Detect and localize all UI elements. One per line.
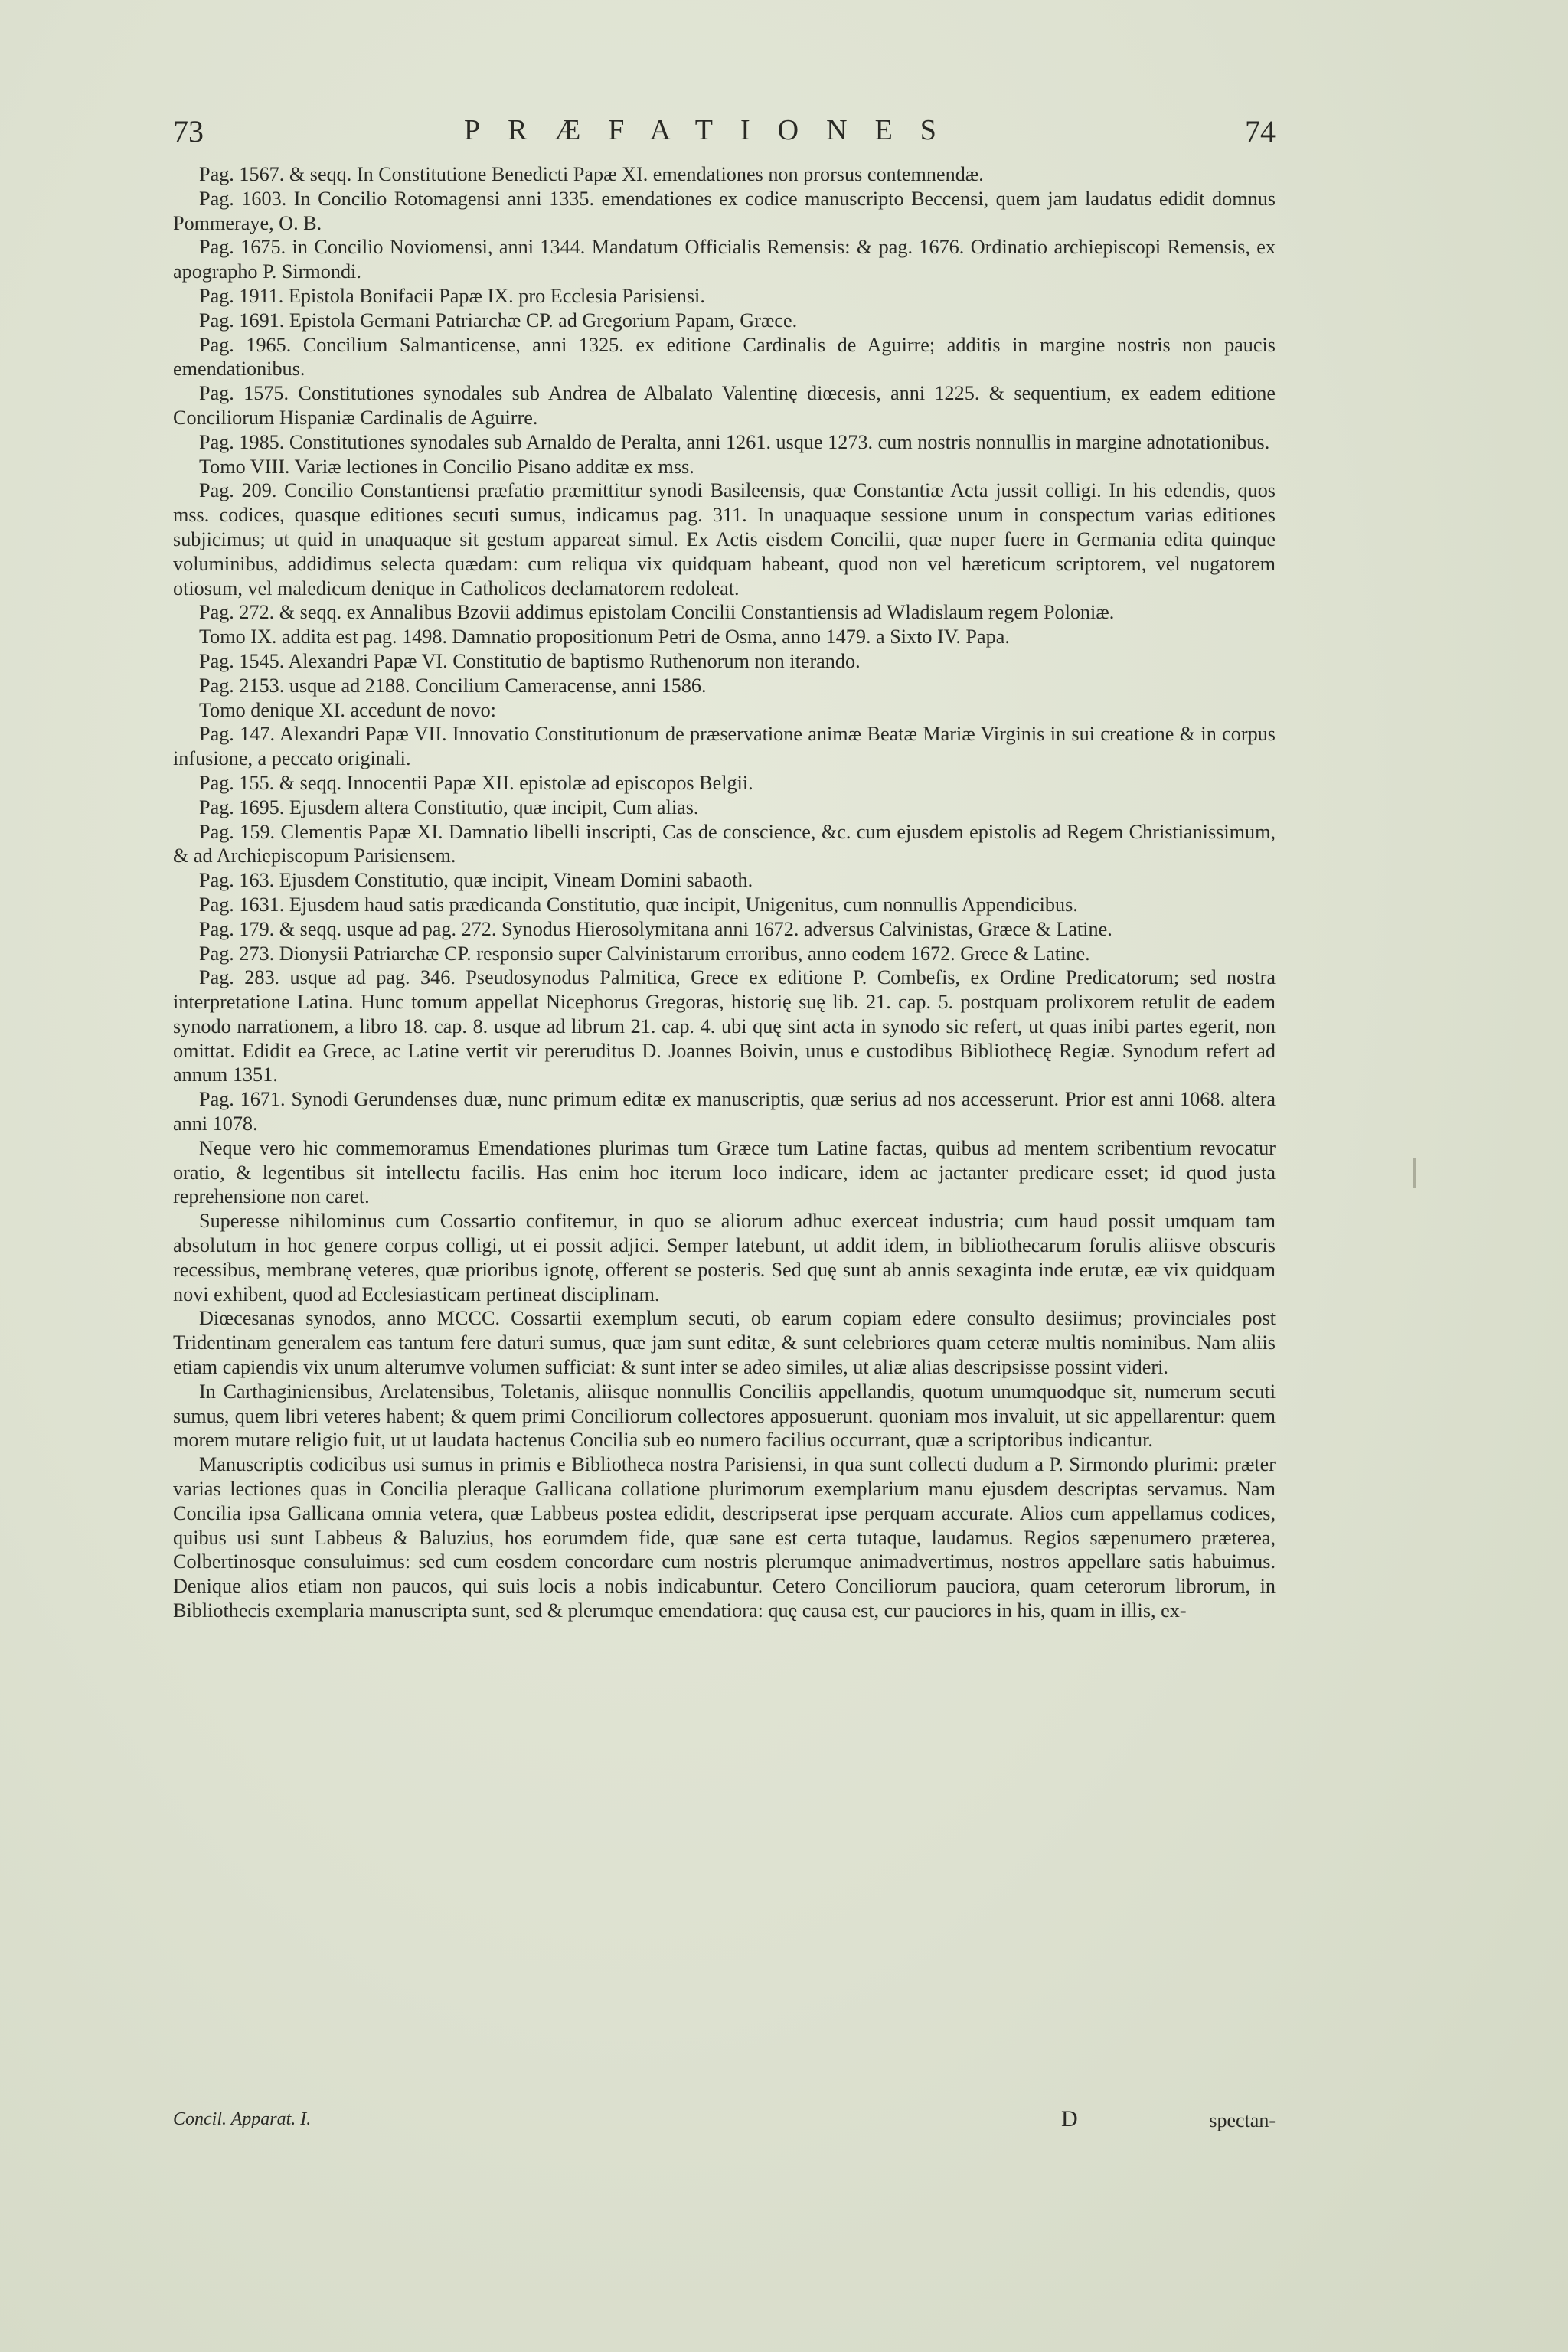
entry: Pag. 1965. Concilium Salmanticense, anni 1325. ex editione Cardinalis de Aguirre; additis in margine nostris non paucis emendationibus.: [173, 333, 1276, 381]
entry: Pag. 147. Alexandri Papæ VII. Innovatio Constitutionum de præservatione animæ Beatæ Mariæ Virginis in sui creatione & in corpus infusione, a peccato originali.: [173, 723, 1276, 770]
page-number-right: 74: [1245, 114, 1276, 149]
paragraph: In Carthaginiensibus, Arelatensibus, Toletanis, aliisque nonnullis Conciliis appellandis, quotum unumquodque sit, numerum secuti sumus, quem libri veteres habent; & quem primi Conciliorum collectores apposuerunt. quoniam mos invaluit, ut sic appellarentur: quem morem mutare religio fuit, ut ut laudata hactenus Concilia sub eo numero facilius occurrant, quæ a scriptoribus indicantur.: [173, 1380, 1276, 1452]
entry: Pag. 1603. In Concilio Rotomagensi anni 1335. emendationes ex codice manuscripto Beccensi, quem jam laudatus edidit domnus Pommeraye, O. B.: [173, 187, 1276, 234]
running-title: PRÆFATIONES: [464, 114, 964, 146]
entry: Pag. 1671. Synodi Gerundenses duæ, nunc primum editæ ex manuscriptis, quæ serius ad nos accesserunt. Prior est anni 1068. altera anni 1078.: [173, 1088, 1276, 1135]
margin-mark: [1413, 1158, 1434, 1188]
entry: Pag. 1575. Constitutiones synodales sub Andrea de Albalato Valentinę diœcesis, anni 1225. & sequentium, ex eadem editione Conciliorum Hispaniæ Cardinalis de Aguirre.: [173, 382, 1276, 429]
entry: Tomo IX. addita est pag. 1498. Damnatio propositionum Petri de Osma, anno 1479. a Sixto IV. Papa.: [199, 626, 1010, 648]
entry: Pag. 273. Dionysii Patriarchæ CP. responsio super Calvinistarum erroribus, anno eodem 1672. Grece & Latine.: [199, 942, 1090, 965]
entry: Pag. 1691. Epistola Germani Patriarchæ CP. ad Gregorium Papam, Græce.: [199, 309, 798, 332]
catchword: spectan-: [1209, 2109, 1276, 2132]
entry: Tomo VIII. Variæ lectiones in Concilio Pisano additæ ex mss.: [199, 455, 694, 478]
entry: Tomo denique XI. accedunt de novo:: [199, 698, 496, 721]
entry: Pag. 179. & seqq. usque ad pag. 272. Synodus Hierosolymitana anni 1672. adversus Calvinistas, Græce & Latine.: [199, 917, 1112, 940]
entry: Pag. 1911. Epistola Bonifacii Papæ IX. pro Ecclesia Parisiensi.: [199, 284, 705, 307]
entry: Pag. 272. & seqq. ex Annalibus Bzovii addimus epistolam Concilii Constantiensis ad Wladislaum regem Poloniæ.: [199, 601, 1115, 624]
signature-line: Concil. Apparat. I.: [173, 2109, 312, 2129]
entry: Pag. 2153. usque ad 2188. Concilium Cameracense, anni 1586.: [199, 674, 707, 697]
paragraph: Manuscriptis codicibus usi sumus in primis e Bibliotheca nostra Parisiensi, in qua sunt collecti dudum a P. Sirmondo plurimi: præter varias lectiones quas in Concilia pleraque Gallicana collatione plurimorum exemplarium manu ejusdem descriptas servamus. Nam Concilia ipsa Gallicana omnia vetera, quæ Labbeus postea edidit, descripserat ipse perquam accurate. Alios cum appellamus codices, quibus usi sunt Labbeus & Baluzius, hos eorumdem fide, quæ sane est certa tutaque, laudamus. Regios sæpenumero præterea, Colbertinosque consuluimus: sed cum eosdem concordare cum nostris plerumque animadvertimus, nostros appellare satis habuimus. Denique alios etiam non paucos, qui suis locis a nobis indicabuntur. Cetero Conciliorum pauciora, quam ceterorum librorum, in Bibliothecis exemplaria manuscripta sunt, sed & plerumque emendatiora: quę causa est, cur pauciores in his, quam in illis, ex-: [173, 1453, 1276, 1622]
body-text: [173, 162, 1276, 1623]
entry: Pag. 1567. & seqq. In Constitutione Benedicti Papæ XI. emendationes non prorsus contemnendæ.: [199, 163, 984, 185]
entry: Pag. 1631. Ejusdem haud satis prædicanda Constitutio, quæ incipit, Unigenitus, cum nonnullis Appendicibus.: [199, 893, 1078, 916]
page-header: [173, 113, 1276, 159]
paragraph: Neque vero hic commemoramus Emendationes plurimas tum Græce tum Latine factas, quibus ad mentem scribentium revocatur oratio, & legentibus sit intellectu facilis. Has enim hoc iterum loco indicare, idem ac jactanter predicare esset; id quod justa reprehensione non caret.: [173, 1136, 1276, 1208]
entry: Pag. 1675. in Concilio Noviomensi, anni 1344. Mandatum Officialis Remensis: & pag. 1676. Ordinatio archiepiscopi Remensis, ex apographo P. Sirmondi.: [173, 236, 1276, 283]
sheet-mark: D: [1061, 2106, 1078, 2132]
paragraph: Superesse nihilominus cum Cossartio confitemur, in quo se aliorum adhuc exerceat industria; cum haud possit umquam tam absolutum in hoc genere corpus colligi, ut ei possit adjici. Semper latebunt, ut addit idem, in bibliothecarum forulis aliisve obscuris recessibus, membranę veteres, quæ prioribus ignotę, offerent se posteris. Sed quę sunt ab annis sexaginta inde erutæ, eæ vix quidquam novi exhibent, quod ad Ecclesiasticam pertineat disciplinam.: [173, 1210, 1276, 1305]
entry: Pag. 1545. Alexandri Papæ VI. Constitutio de baptismo Ruthenorum non iterando.: [199, 649, 861, 672]
page-number-left: 73: [173, 114, 204, 149]
entry: Pag. 283. usque ad pag. 346. Pseudosynodus Palmitica, Grece ex editione P. Combefis, ex Ordine Predicatorum; sed nostra interpretatione Latina. Hunc tomum appellat Nicephorus Gregoras, historię suę lib. 21. cap. 5. postquam prolixorem retulit de eadem synodo narrationem, a libro 18. cap. 8. usque ad librum 21. cap. 4. ubi quę sint acta in synodo sic refert, ut quas inibi partes egerit, non omittat. Edidit ea Grece, ac Latine vertit vir pereruditus D. Joannes Boivin, unus e custodibus Bibliothecę Regiæ. Synodum refert ad annum 1351.: [173, 966, 1276, 1086]
entry: Pag. 209. Concilio Constantiensi præfatio præmittitur synodi Basileensis, quæ Constantiæ Acta jussit colligi. In his edendis, quos mss. codices, quasque editiones secuti sumus, indicamus pag. 311. In unaquaque sessione unum in conspectum varias editiones subjicimus; ut quid in unaquaque sit gestum appareat simul. Ex Actis eisdem Concilii, quæ nuper fuere in Germania edita quinque voluminibus, addidimus selecta quædam: cum reliqua vix quidquam habeant, quod non vel hæreticum scriptorem, vel nugatorem otiosum, vel maledicum denique in Catholicos declamatorem redoleat.: [173, 479, 1276, 599]
entry: Pag. 159. Clementis Papæ XI. Damnatio libelli inscripti, Cas de conscience, &c. cum ejusdem epistolis ad Regem Christianissimum, & ad Archiepiscopum Parisiensem.: [173, 820, 1276, 867]
entry: Pag. 1985. Constitutiones synodales sub Arnaldo de Peralta, anni 1261. usque 1273. cum nostris nonnullis in margine adnotationibus.: [199, 430, 1270, 453]
entry: Pag. 1695. Ejusdem altera Constitutio, quæ incipit, Cum alias.: [199, 795, 699, 818]
entry: Pag. 155. & seqq. Innocentii Papæ XII. epistolæ ad episcopos Belgii.: [199, 771, 753, 794]
paragraph: Diœcesanas synodos, anno MCCC. Cossartii exemplum secuti, ob earum copiam edere consulto desiimus; provinciales post Tridentinam generalem eas tantum fere daturi sumus, quæ jam sunt editæ, & sunt celebriores quam ceteræ multis nominibus. Nam aliis etiam capiendis vix unum alterumve volumen sufficiat: & sunt inter se adeo similes, ut aliæ alias descripsisse possint videri.: [173, 1307, 1276, 1379]
page-footer: [173, 2106, 1276, 2137]
entry: Pag. 163. Ejusdem Constitutio, quæ incipit, Vineam Domini sabaoth.: [199, 869, 753, 892]
